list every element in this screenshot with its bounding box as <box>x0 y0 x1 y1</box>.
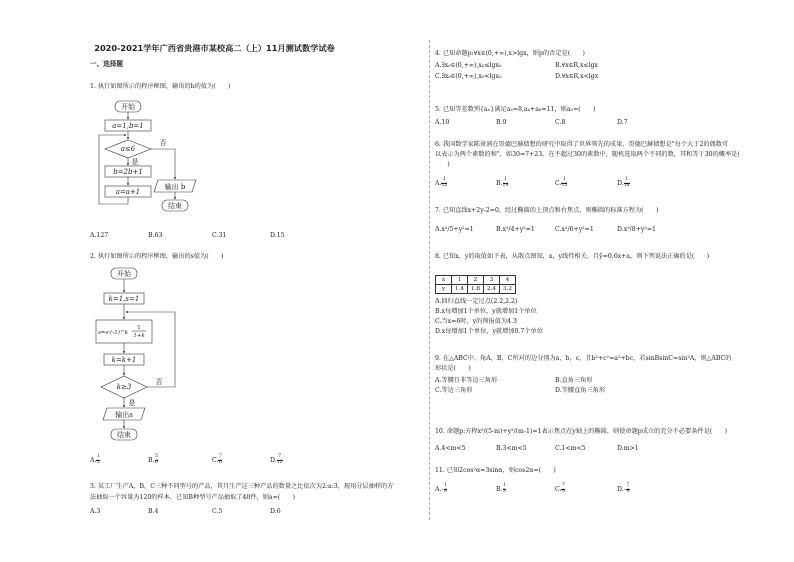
table-cell: y <box>436 285 452 294</box>
q2-stem: 2. 执行如图所示的程序框图，输出的s值为( ) <box>90 253 224 260</box>
table-cell: 2.4 <box>484 285 500 294</box>
q4-option-c: C.∃x₀∈(0,+∞),x₀<lgx₀ <box>435 73 502 80</box>
q6-option-d: D. $\frac{1}{18}$ <box>617 177 630 188</box>
q4-stem: 4. 已知命题p:∀x∈(0,+∞),x>lgx，则p的否定是( ) <box>435 50 585 57</box>
q11-option-b: B. $\frac{1}{3}$ <box>496 483 506 494</box>
q4-option-a: A.∃x₀∈(0,+∞),x₀≤lgx₀ <box>435 62 502 69</box>
q11-option-d: D.- $\frac{7}{9}$ <box>617 483 630 494</box>
q5-option-d: D.7 <box>617 119 628 126</box>
table-cell: 3 <box>484 276 500 285</box>
q8-stem: 8. 已知x，y的取值如下表，从散点图知，x，y线性相关，且ŷ=0.6x+a，则下列说法正确的是( ) <box>435 253 710 260</box>
q1-end: 结束 <box>168 202 182 210</box>
q2-cond: k≥3 <box>116 383 132 391</box>
table-cell: 2 <box>468 276 484 285</box>
table-cell: 1 <box>452 276 468 285</box>
q9-option-a: A.等腰且非等边三角形 <box>435 377 498 384</box>
column-divider <box>429 40 430 520</box>
table-cell: x <box>436 276 452 285</box>
q1-step2: a=a+1 <box>115 188 141 196</box>
q1-out: 输出 b <box>164 183 186 191</box>
table-cell: 1.4 <box>452 285 468 294</box>
q10-option-a: A.4<m<5 <box>435 445 466 452</box>
q2-assign: s=s·(-1)^k <box>97 330 129 336</box>
q6-line1: 6. 我国数学家陈景润在哥德巴赫猜想的研究中取得了世界领先的成果，哥德巴赫猜想是"每个大于2的偶数可 <box>435 141 729 148</box>
q2-assign-den: 1+k <box>133 333 145 339</box>
q5-option-a: A.10 <box>435 119 450 126</box>
table-row <box>436 285 516 294</box>
q11-stem: 11. 已知2cos²α=3sinα，则cos2α=( ) <box>435 467 556 474</box>
q6-option-b: B. $\frac{1}{14}$ <box>496 177 509 188</box>
table-cell: 3.2 <box>500 285 516 294</box>
q5-option-b: B.9 <box>496 119 507 126</box>
q11-option-c: C. $\frac{7}{9}$ <box>555 483 565 494</box>
q5-stem: 5. 已知等差数列{aₙ}满足a₃=8,a₄+a₆=11，则a₅=( ) <box>435 106 596 113</box>
section-heading: 一、选择题 <box>90 60 123 68</box>
q2-flowchart <box>95 266 205 446</box>
q2-start: 开始 <box>117 270 131 278</box>
q1-start: 开始 <box>121 103 135 111</box>
q7-option-b: B.x²/4+y²=1 <box>496 226 535 233</box>
q1-option-b: B.63 <box>148 232 163 239</box>
q6-option-c: C. $\frac{1}{15}$ <box>555 177 568 188</box>
q7-stem: 7. 已知直线x+2y-2=0，经过椭圆的上顶点和右焦点，则椭圆的标准方程为( ) <box>435 207 659 214</box>
q8-data-table <box>435 275 516 294</box>
q10-stem: 10. 命题p:方程x²/(5-m)+y²/(m-1)=1表示焦点在y轴上的椭圆，则使命题p成立的充分不必要条件是( ) <box>435 428 728 435</box>
q1-stem: 1. 执行如图所示的程序框图，输出的b的值为( ) <box>90 83 231 90</box>
q4-option-b: B.∀x∈R,x≤lgx <box>555 62 599 69</box>
q2-option-a: A. $\frac{1}{2}$ <box>90 454 100 465</box>
q1-cond: a≤6 <box>120 145 136 153</box>
q3-option-a: A.3 <box>90 508 101 515</box>
q1-flowchart <box>95 98 225 218</box>
q2-option-d: D. $\frac{7}{12}$ <box>270 454 283 465</box>
q10-option-d: D.m>1 <box>617 445 639 452</box>
q10-option-c: C.1<m<5 <box>555 445 586 452</box>
q4-option-d: D.∀x∈R,x<lgx <box>555 73 599 80</box>
q1-no: 否 <box>159 139 167 147</box>
q1-init: a=1,b=1 <box>112 122 144 130</box>
q9-line1: 9. 在△ABC中，角A，B，C所对的边分别为a，b，c，且b²+c²=a²+bc，若sinBsinC=sin²A，则△ABC的 <box>435 355 732 362</box>
q7-option-c: C.x²/6+y²=1 <box>555 226 594 233</box>
exam-title: 2020-2021学年广西省贵港市某校高二（上）11月测试数学试卷 <box>94 43 335 53</box>
q6-option-a: A. $\frac{1}{12}$ <box>435 177 448 188</box>
q1-option-d: D.15 <box>270 232 285 239</box>
q1-option-c: C.31 <box>212 232 227 239</box>
q3-line1: 3. 某工厂生产A，B，C三种不同型号的产品，其月生产这三种产品的数量之比依次为2:a:3，现用分层抽样的方 <box>90 483 394 490</box>
q2-option-c: C. $\frac{7}{6}$ <box>212 454 222 465</box>
q2-assign-num: 1 <box>137 325 141 331</box>
q10-option-b: B.3<m<5 <box>496 445 527 452</box>
q5-option-c: C.8 <box>555 119 566 126</box>
q3-option-d: D.6 <box>270 508 281 515</box>
q2-option-b: B. $\frac{5}{6}$ <box>148 454 158 465</box>
q3-option-c: C.5 <box>212 508 223 515</box>
q6-line3: ) <box>435 161 450 168</box>
q2-out: 输出s <box>115 411 133 419</box>
q2-no: 否 <box>155 378 163 386</box>
q2-end: 结束 <box>117 431 131 439</box>
q1-yes: 是 <box>131 158 139 166</box>
q1-step1: b=2b+1 <box>113 168 143 176</box>
table-row <box>436 276 516 285</box>
q6-line2: 以表示为两个素数的和"，如30=7+23。在不超过30的素数中，随机选取两个不同的数，其和等于30的概率是( <box>435 151 740 158</box>
q11-option-a: A.- $\frac{1}{9}$ <box>435 483 447 494</box>
q8-option-a: A.回归直线一定过点(2.2,2.2) <box>435 298 518 305</box>
table-cell: 4 <box>500 276 516 285</box>
q8-option-d: D.x每增加1个单位，y就增加0.7个单位 <box>435 328 543 335</box>
q1-option-a: A.127 <box>90 232 109 239</box>
q8-option-b: B.x每增加1个单位，y就增加1个单位 <box>435 308 537 315</box>
q8-option-c: C.当x=6时，y的预报值为4.3 <box>435 318 517 325</box>
q9-option-b: B.直角三角形 <box>555 377 593 384</box>
q9-line2: 形状是( ) <box>435 365 471 372</box>
table-cell: 1.8 <box>468 285 484 294</box>
q7-option-d: D.x²/8+y²=1 <box>617 226 656 233</box>
q2-init: k=1,s=1 <box>108 295 140 303</box>
q9-option-c: C.等边三角形 <box>435 387 473 394</box>
q9-option-d: D.等腰直角三角形 <box>555 387 606 394</box>
q2-inc: k=k+1 <box>111 356 137 364</box>
q2-yes: 是 <box>128 399 136 407</box>
q3-line2: 法抽取一个容量为120的样本，已知B种型号产品抽取了40件，则a=( ) <box>90 494 295 501</box>
q7-option-a: A.x²/5+y²=1 <box>435 226 474 233</box>
q3-option-b: B.4 <box>148 508 159 515</box>
